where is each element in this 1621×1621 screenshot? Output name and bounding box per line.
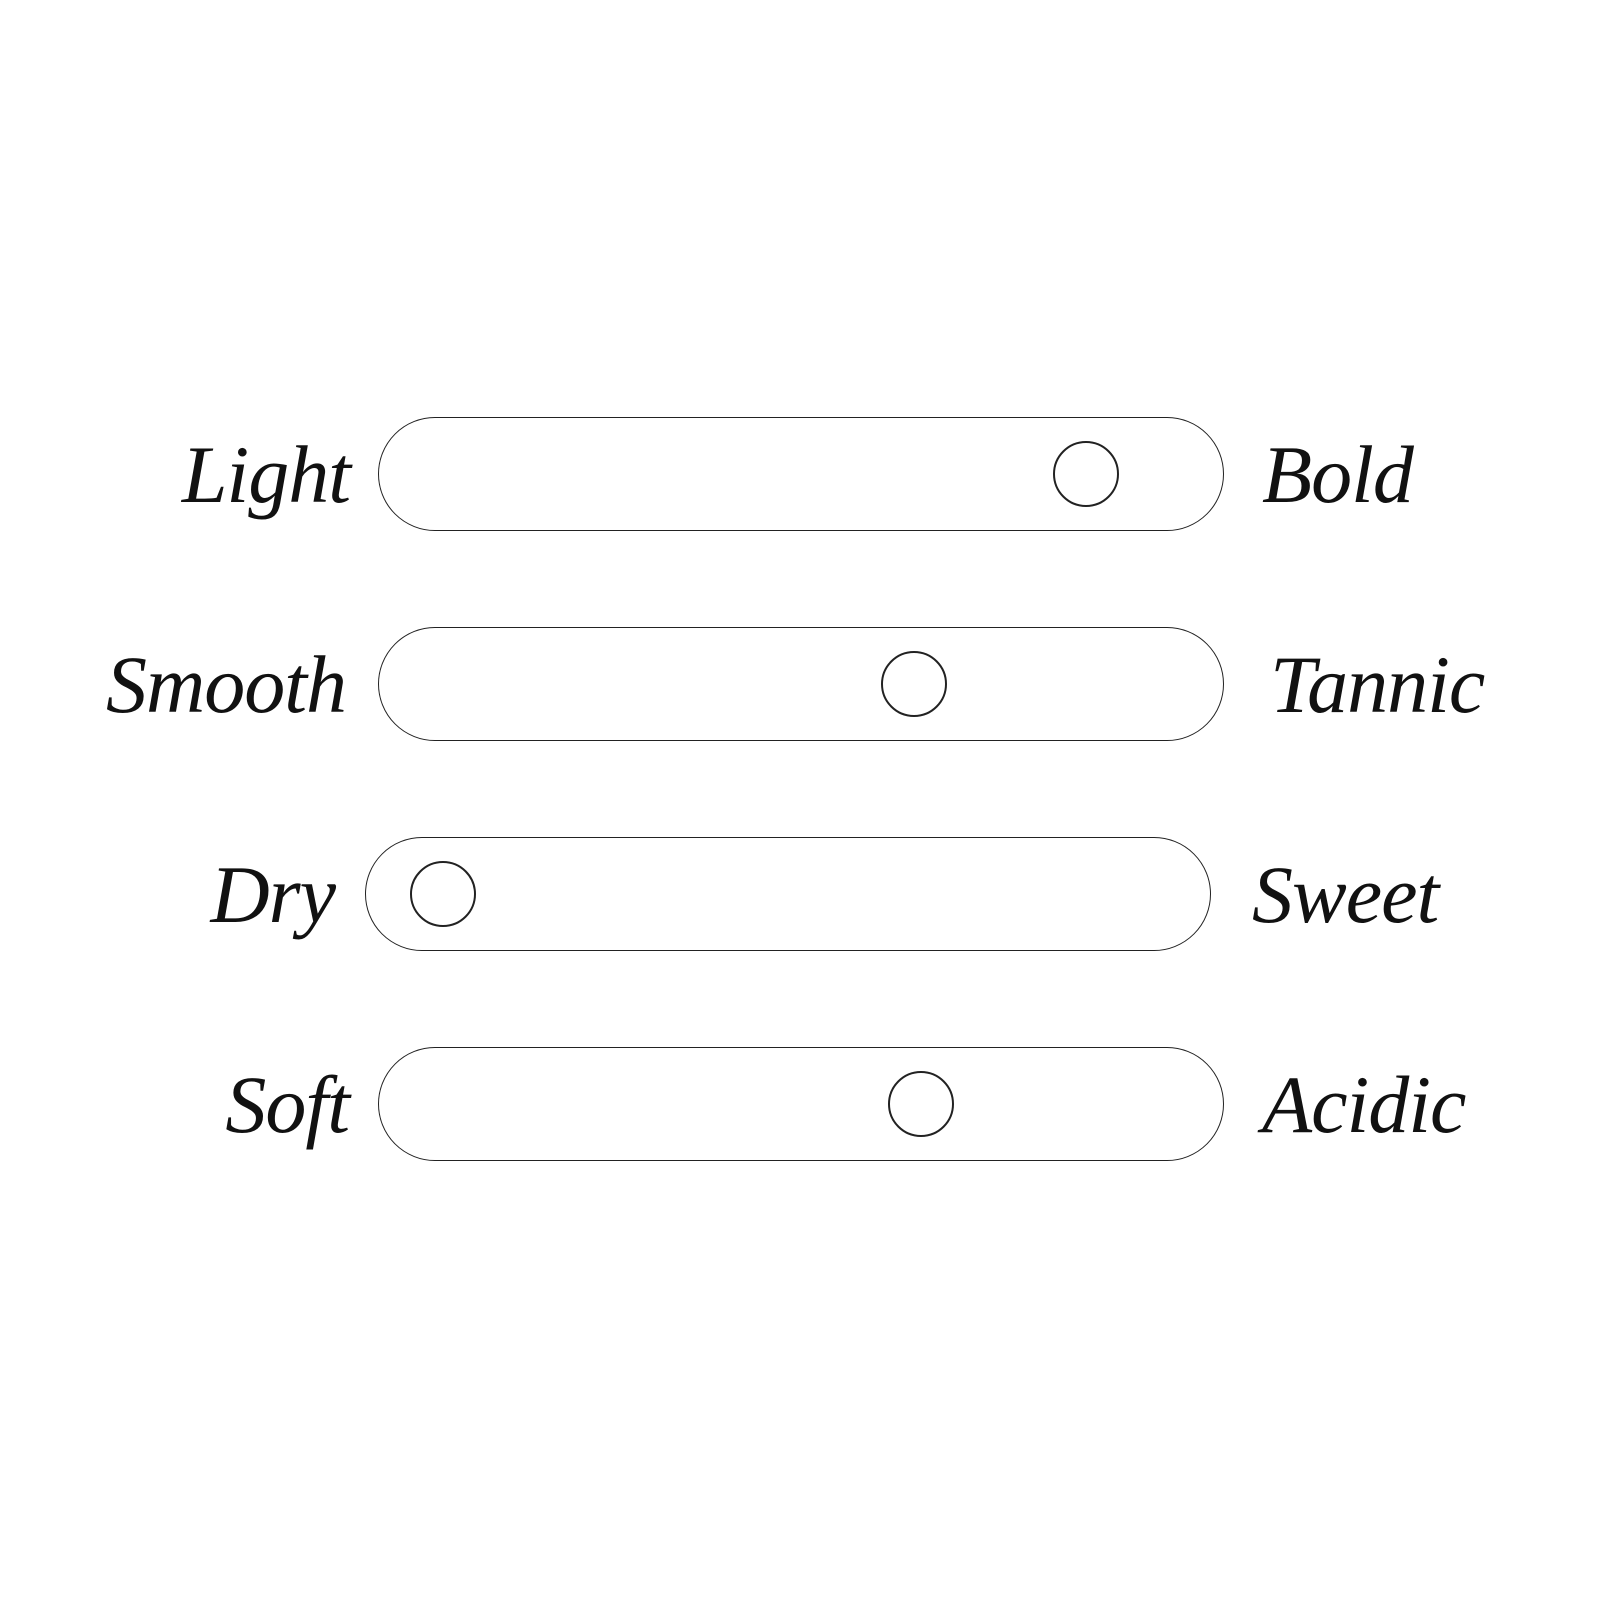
scale-soft-acidic [0, 1047, 1621, 1163]
scale-right-label: Tannic [1270, 639, 1485, 730]
scale-left-label: Soft [225, 1059, 349, 1150]
scale-dry-sweet [0, 837, 1621, 953]
slider-knob[interactable] [410, 861, 476, 927]
slider-track[interactable] [378, 417, 1224, 531]
scale-right-label: Sweet [1252, 849, 1439, 940]
scale-right-label: Bold [1262, 429, 1413, 520]
scale-right-label: Acidic [1262, 1059, 1466, 1150]
slider-track[interactable] [378, 627, 1224, 741]
scale-left-label: Light [181, 429, 350, 520]
slider-track[interactable] [378, 1047, 1224, 1161]
scale-smooth-tannic [0, 627, 1621, 743]
slider-knob[interactable] [888, 1071, 954, 1137]
slider-knob[interactable] [1053, 441, 1119, 507]
scale-light-bold [0, 417, 1621, 533]
scale-left-label: Dry [210, 849, 335, 940]
slider-knob[interactable] [881, 651, 947, 717]
scale-left-label: Smooth [106, 639, 346, 730]
slider-track[interactable] [365, 837, 1211, 951]
